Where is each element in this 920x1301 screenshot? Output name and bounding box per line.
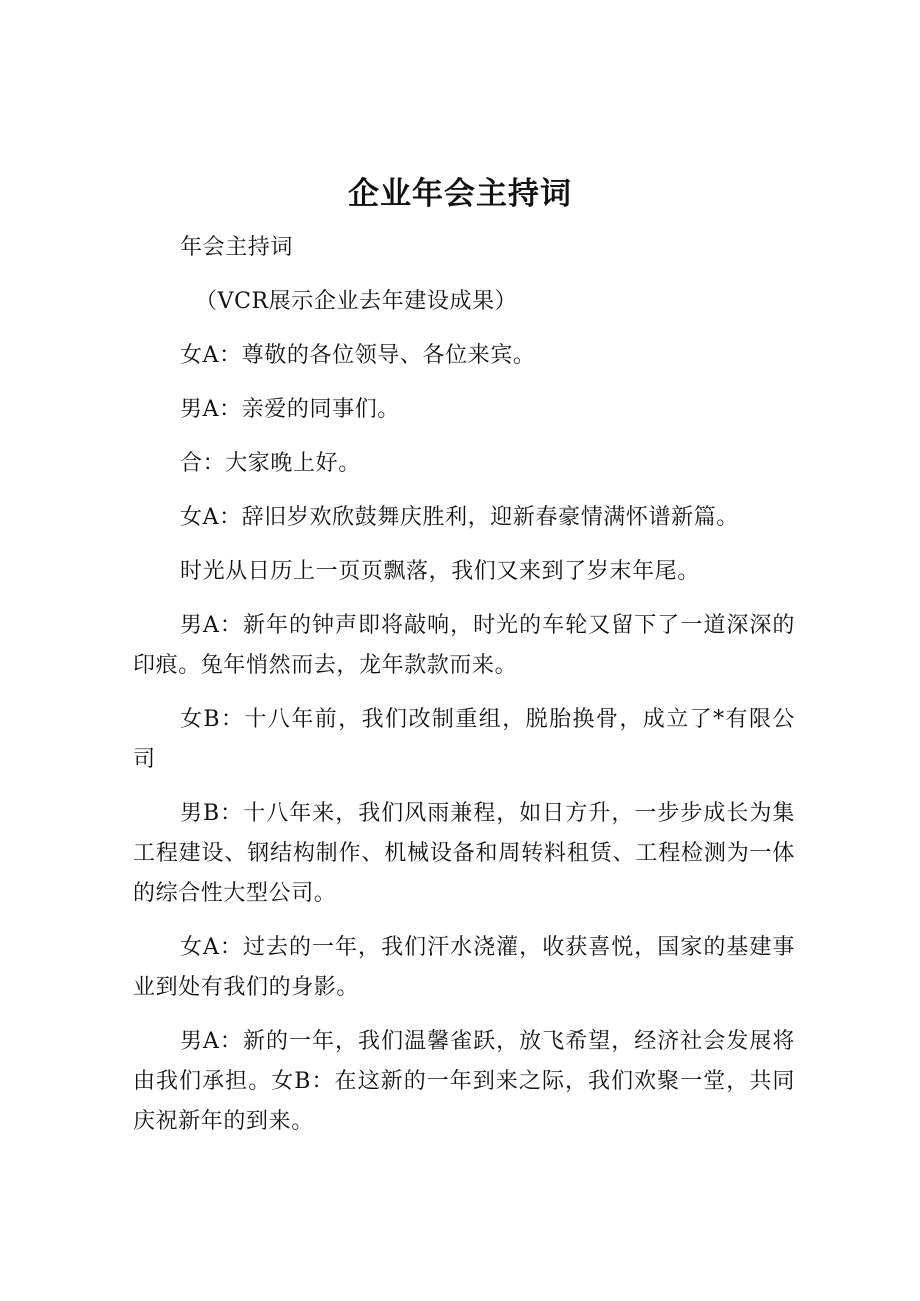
paragraph-line: 女A：尊敬的各位领导、各位来宾。 (180, 343, 536, 368)
paragraph-line: 女A：辞旧岁欢欣鼓舞庆胜利，迎新春豪情满怀谱新篇。 (180, 505, 739, 530)
paragraph-vcr-note: （VCR展示企业去年建设成果） (195, 289, 518, 314)
paragraph-line: 男B：十八年来，我们风雨兼程，如日方升，一步步成长为集工程建设、钢结构制作、机械设备和周转料租赁、工程检测为一体的综合性大型公司。 (133, 801, 795, 906)
paragraph-line: 女B：十八年前，我们改制重组，脱胎换骨，成立了*有限公司 (133, 707, 795, 772)
paragraph-subtitle: 年会主持词 (180, 235, 294, 260)
document-title: 企业年会主持词 (348, 176, 572, 212)
paragraph-line: 男A：亲爱的同事们。 (180, 397, 400, 422)
document-body (133, 228, 795, 1156)
paragraph-line: 女A：过去的一年，我们汗水浇灌，收获喜悦，国家的基建事业到处有我们的身影。 (133, 935, 795, 1000)
paragraph-line: 合：大家晚上好。 (180, 451, 361, 476)
paragraph-line: 时光从日历上一页页飘落，我们又来到了岁末年尾。 (180, 559, 700, 584)
paragraph-line: 男A：新的一年，我们温馨雀跃，放飞希望，经济社会发展将由我们承担。女B：在这新的一年到来之际，我们欢聚一堂，共同庆祝新年的到来。 (133, 1029, 795, 1134)
paragraph-line: 男A：新年的钟声即将敲响，时光的车轮又留下了一道深深的印痕。兔年悄然而去，龙年款款而来。 (133, 613, 795, 678)
